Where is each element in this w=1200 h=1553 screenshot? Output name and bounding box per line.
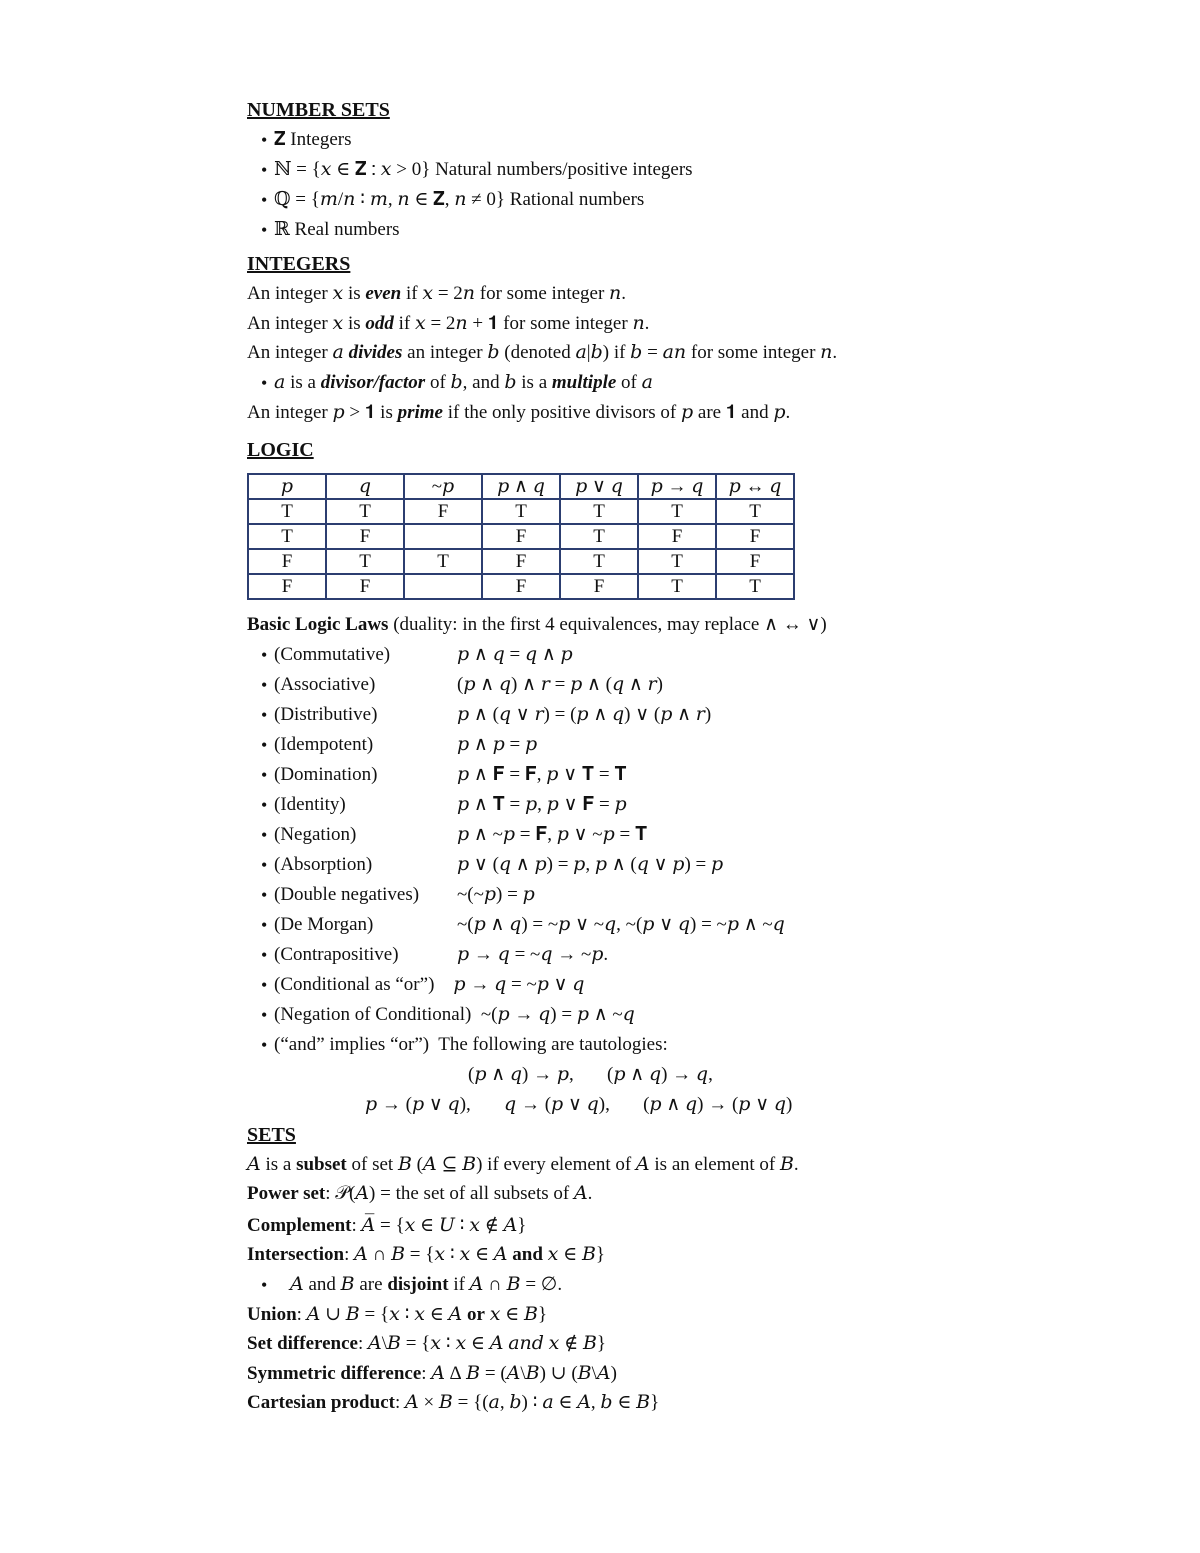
table-header: 𝑝 ↔ 𝑞 (716, 474, 794, 499)
list-item (247, 760, 1147, 790)
law-name: (Conditional as “or”) (274, 973, 435, 995)
text: : 𝐴 ∩ 𝐵 = {𝑥 ∶ 𝑥 ∈ 𝐴 (344, 1244, 513, 1265)
table-header: 𝑝 → 𝑞 (638, 474, 716, 499)
text: of 𝑎 (616, 371, 653, 393)
term-odd: odd (365, 312, 394, 334)
set-difference-definition (247, 1329, 1147, 1359)
table-cell: F (716, 549, 794, 574)
text: An integer 𝑥 is (247, 312, 366, 334)
table-cell: T (248, 499, 326, 524)
term-subset: subset (296, 1153, 347, 1175)
heading-logic: LOGIC (247, 439, 314, 461)
table-header: 𝑝 ∧ 𝑞 (482, 474, 560, 499)
text: 𝐴 is a (247, 1153, 297, 1175)
law-equation: 𝑝 → 𝑞 = ~𝑞 → ~𝑝. (457, 943, 609, 965)
complement-definition (247, 1211, 1147, 1241)
list-item (247, 820, 1147, 850)
law-equation: (𝑝 ∧ 𝑞) ∧ 𝑟 = 𝑝 ∧ (𝑞 ∧ 𝑟) (457, 673, 663, 695)
law-equation: 𝑝 ∧ 𝑞 = 𝑞 ∧ 𝑝 (457, 643, 573, 665)
table-row (248, 499, 794, 524)
list-item: • ℚ = {𝑚/𝑛 ∶ 𝑚, 𝑛 ∈ 𝐙, 𝑛 ≠ 0} Rational numbers (247, 185, 1147, 215)
odd-definition (247, 309, 1147, 339)
text: : 𝐴 ∆ 𝐵 = (𝐴\𝐵) ∪ (𝐵\𝐴) (421, 1362, 617, 1384)
list-item (247, 880, 1147, 910)
list-item (247, 940, 1147, 970)
table-cell: F (716, 524, 794, 549)
union-definition (247, 1300, 1147, 1330)
list-item (247, 368, 1147, 398)
term-prime: prime (397, 401, 443, 423)
text: : 𝐴 ∪ 𝐵 = {𝑥 ∶ 𝑥 ∈ 𝐴 (296, 1303, 468, 1325)
table-cell: F (404, 499, 482, 524)
table-cell: T (638, 499, 716, 524)
law-equation: 𝑝 ∧ (𝑞 ∨ 𝑟) = (𝑝 ∧ 𝑞) ∨ (𝑝 ∧ 𝑟) (457, 703, 712, 725)
law-name: • (Double negatives) (274, 883, 420, 905)
tautologies-line-2: 𝑝 → (𝑝 ∨ 𝑞), 𝑞 → (𝑝 ∨ 𝑞), (𝑝 ∧ 𝑞) → (𝑝 ∨ 𝑞) (365, 1093, 793, 1115)
prime-definition (247, 398, 1147, 428)
term-divisor: divisor/factor (320, 371, 426, 393)
logic-laws-title (247, 610, 1147, 640)
table-cell: F (326, 574, 404, 599)
table-cell: F (326, 524, 404, 549)
list-item (247, 850, 1147, 880)
table-cell: T (326, 499, 404, 524)
table-cell: F (638, 524, 716, 549)
law-name: • (Domination) (274, 763, 378, 785)
table-header: 𝑝 (248, 474, 326, 499)
term-even: even (365, 283, 402, 304)
text: An integer 𝑎 (247, 342, 349, 363)
list-item (247, 700, 1147, 730)
law-equation: The following are tautologies: (429, 1033, 668, 1055)
law-name: • (Negation) (274, 823, 357, 845)
table-cell: F (482, 574, 560, 599)
law-equation: 𝑝 ∨ (𝑞 ∧ 𝑝) = 𝑝, 𝑝 ∧ (𝑞 ∨ 𝑝) = 𝑝 (457, 853, 724, 875)
law-name: • (Commutative) (274, 643, 391, 665)
table-cell: T (560, 524, 638, 549)
heading-number-sets: NUMBER SETS (247, 99, 390, 121)
term-multiple: multiple (551, 371, 617, 393)
term-complement: Complement (247, 1214, 352, 1236)
table-header: 𝑞 (326, 474, 404, 499)
divides-definition (247, 338, 1147, 368)
heading-integers: INTEGERS (247, 253, 351, 275)
text: if the only positive divisors of 𝑝 are 𝟏 and 𝑝. (442, 401, 791, 423)
table-cell: F (560, 574, 638, 599)
law-equation: ~(𝑝 → 𝑞) = 𝑝 ∧ ~𝑞 (471, 1003, 635, 1025)
term-divides: divides (348, 342, 403, 363)
law-equation: 𝑝 ∧ 𝐅 = 𝐅, 𝑝 ∨ 𝐓 = 𝐓 (457, 763, 627, 785)
tautologies-line-1: (𝑝 ∧ 𝑞) → 𝑝, (𝑝 ∧ 𝑞) → 𝑞, (468, 1063, 713, 1085)
list-item (247, 670, 1147, 700)
text: of 𝑏, and 𝑏 is a (425, 371, 552, 393)
law-name: • (Identity) (274, 793, 346, 815)
cartesian-product-definition (247, 1388, 1147, 1418)
table-header: ~𝑝 (404, 474, 482, 499)
table-cell (404, 574, 482, 599)
law-name: (“and” implies “or”) (274, 1033, 430, 1055)
text: 𝑎 is a (274, 371, 321, 393)
law-name: • (Absorption) (274, 853, 373, 875)
list-item (247, 1000, 1147, 1030)
heading-sets: SETS (247, 1123, 296, 1146)
law-equation: 𝑝 ∧ ~𝑝 = 𝐅, 𝑝 ∨ ~𝑝 = 𝐓 (457, 823, 648, 845)
list-item (247, 1030, 1147, 1060)
laws-title: Basic Logic Laws (247, 614, 389, 635)
term-disjoint: disjoint (387, 1273, 449, 1295)
term-cartesian-product: Cartesian product (247, 1392, 395, 1413)
list-item: • 𝐙 Integers (247, 125, 1147, 155)
text: An integer 𝑥 is (247, 283, 366, 304)
table-cell: T (716, 499, 794, 524)
table-cell: T (638, 549, 716, 574)
law-name: • (Idempotent) (274, 733, 374, 755)
law-name: • (De Morgan) (274, 913, 374, 935)
truth-table (247, 473, 795, 600)
text: if 𝑥 = 2𝑛 + 𝟏 for some integer 𝑛. (393, 312, 650, 334)
table-cell: T (638, 574, 716, 599)
law-name: • (Contrapositive) (274, 943, 399, 965)
law-name: • (Distributive) (274, 703, 378, 725)
document-page (247, 95, 1147, 1418)
text: : 𝐴̅ = {𝑥 ∈ 𝑈 ∶ 𝑥 ∉ 𝐴} (351, 1214, 527, 1236)
disjoint-list (247, 1270, 1147, 1300)
list-item (247, 640, 1147, 670)
table-cell: T (560, 549, 638, 574)
list-item (247, 1270, 1147, 1300)
list-item: • ℝ Real numbers (247, 215, 1147, 245)
table-header-row (248, 474, 794, 499)
list-item (247, 910, 1147, 940)
table-row (248, 524, 794, 549)
law-name: (Negation of Conditional) (274, 1003, 472, 1025)
table-cell: T (248, 524, 326, 549)
text: An integer 𝑝 > 𝟏 is (247, 401, 398, 423)
term-set-difference: Set difference (247, 1333, 358, 1354)
law-equation: 𝑝 → 𝑞 = ~𝑝 ∨ 𝑞 (434, 973, 585, 995)
law-equation: ~(𝑝 ∧ 𝑞) = ~𝑝 ∨ ~𝑞, ~(𝑝 ∨ 𝑞) = ~𝑝 ∧ ~𝑞 (457, 913, 785, 935)
intersection-definition (247, 1240, 1147, 1270)
power-set-definition (247, 1179, 1147, 1209)
even-definition (247, 279, 1147, 309)
term-union: Union (247, 1303, 297, 1325)
table-row (248, 549, 794, 574)
law-name: • (Associative) (274, 673, 376, 695)
table-header: 𝑝 ∨ 𝑞 (560, 474, 638, 499)
table-cell: T (560, 499, 638, 524)
table-cell: F (248, 549, 326, 574)
table-cell: F (482, 549, 560, 574)
symmetric-difference-definition (247, 1359, 1147, 1389)
table-cell: F (248, 574, 326, 599)
laws-note: (duality: in the first 4 equivalences, may replace ∧ ↔ ∨) (388, 614, 827, 635)
table-cell: T (404, 549, 482, 574)
list-item: • ℕ = {𝑥 ∈ 𝐙 ∶ 𝑥 > 0} Natural numbers/positive integers (247, 155, 1147, 185)
table-cell: F (482, 524, 560, 549)
table-cell: T (326, 549, 404, 574)
list-item (247, 790, 1147, 820)
text: if 𝑥 = 2𝑛 for some integer 𝑛. (401, 283, 627, 304)
text: 𝐴 and 𝐵 are (290, 1273, 388, 1295)
text: : 𝒫(𝐴) = the set of all subsets of 𝐴. (325, 1183, 593, 1204)
text: : 𝐴 × 𝐵 = {(𝑎, 𝑏) ∶ 𝑎 ∈ 𝐴, 𝑏 ∈ 𝐵} (394, 1392, 660, 1413)
law-equation: ~(~𝑝) = 𝑝 (457, 883, 535, 905)
table-cell (404, 524, 482, 549)
number-sets-list (247, 125, 1147, 245)
list-item (247, 730, 1147, 760)
term-and: and (512, 1244, 543, 1265)
term-power-set: Power set (247, 1183, 326, 1204)
table-cell: T (482, 499, 560, 524)
term-or: or (467, 1303, 485, 1325)
subset-definition (247, 1150, 1147, 1180)
text: of set 𝐵 (𝐴 ⊆ 𝐵) if every element of 𝐴 is an element of 𝐵. (346, 1153, 799, 1175)
table-cell: T (716, 574, 794, 599)
law-equation: 𝑝 ∧ 𝐓 = 𝑝, 𝑝 ∨ 𝐅 = 𝑝 (457, 793, 627, 815)
logic-laws-list (247, 640, 1147, 1060)
text: an integer 𝑏 (denoted 𝑎|𝑏) if 𝑏 = 𝑎𝑛 for some integer 𝑛. (402, 342, 838, 363)
divisor-list (247, 368, 1147, 398)
list-item (247, 970, 1147, 1000)
law-equation: 𝑝 ∧ 𝑝 = 𝑝 (457, 733, 538, 755)
text: 𝑥 ∈ 𝐵} (542, 1244, 606, 1265)
table-row (248, 574, 794, 599)
term-intersection: Intersection (247, 1244, 345, 1265)
text: if 𝐴 ∩ 𝐵 = ∅. (448, 1273, 563, 1295)
term-symmetric-difference: Symmetric difference (247, 1362, 422, 1384)
text: 𝑥 ∈ 𝐵} (484, 1303, 548, 1325)
text: : 𝐴\𝐵 = {𝑥 ∶ 𝑥 ∈ 𝐴 𝑎𝑛𝑑 𝑥 ∉ 𝐵} (357, 1333, 607, 1354)
